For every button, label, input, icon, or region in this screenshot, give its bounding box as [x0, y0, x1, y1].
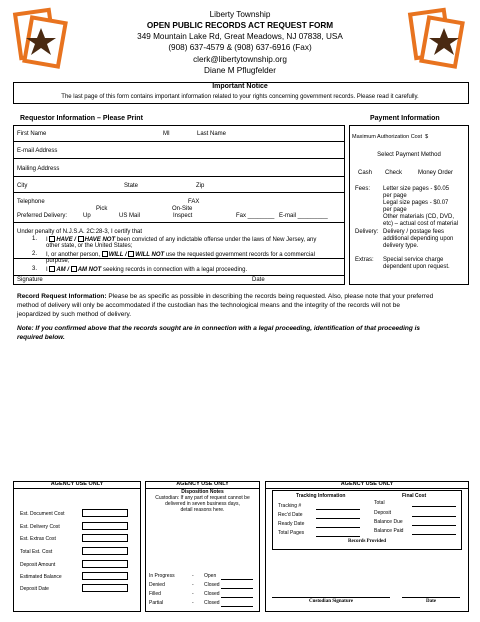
- total-est-cost-label: Total Est. Cost: [20, 549, 53, 555]
- deposit-date-field[interactable]: [82, 584, 128, 592]
- deposit-date-label: Deposit Date: [20, 586, 49, 592]
- final-total-label: Total: [374, 500, 385, 506]
- cert-3: I AM / AM NOT seeking records in connection with a legal proceeding.: [46, 267, 248, 273]
- disposition-line: detail reasons here.: [180, 507, 225, 513]
- agency-header-line: [265, 488, 469, 489]
- status-denied[interactable]: Denied: [149, 582, 165, 588]
- org-name: Liberty Township: [209, 10, 271, 19]
- requestor-outer-box: [13, 125, 345, 285]
- est-document-cost-label: Est. Document Cost: [20, 511, 65, 517]
- city-label[interactable]: City: [17, 183, 28, 189]
- custodian-date-label: Date: [426, 599, 436, 604]
- est-delivery-cost-field[interactable]: [82, 522, 128, 530]
- cert-2-number: 2.: [32, 251, 38, 257]
- agency-heading-2: AGENCY USE ONLY: [176, 481, 229, 487]
- record-request-line: jeopardized by such method of delivery.: [17, 311, 132, 318]
- email: clerk@libertytownship.org: [193, 55, 287, 64]
- received-date-label: Rec'd Date: [278, 512, 303, 518]
- tracking-number-field[interactable]: [316, 509, 360, 510]
- custodian-signature-line[interactable]: [272, 597, 390, 598]
- ready-date-label: Ready Date: [278, 521, 305, 527]
- status-open[interactable]: Open: [204, 573, 217, 579]
- cert-1-line2: other state, or the United States;: [46, 243, 133, 249]
- payment-money-order[interactable]: Money Order: [418, 170, 454, 176]
- extras-line: dependent upon request.: [383, 264, 450, 270]
- delivery-line: additional depending upon: [383, 236, 454, 242]
- address: 349 Mountain Lake Rd, Great Meadows, NJ 07838, USA: [137, 32, 343, 41]
- disposition-notes-area[interactable]: [148, 515, 257, 569]
- status-dash: -: [192, 573, 194, 579]
- status-closed[interactable]: Closed: [204, 591, 220, 597]
- onsite-label: On-Site: [172, 206, 193, 212]
- fees-label: Fees:: [355, 186, 371, 192]
- fax-label[interactable]: FAX: [188, 199, 200, 205]
- est-delivery-cost-label: Est. Delivery Cost: [20, 524, 60, 530]
- fees-line: per page: [383, 207, 407, 213]
- fees-line: Letter size pages - $0.05: [383, 186, 450, 192]
- est-extras-cost-label: Est. Extras Cost: [20, 536, 56, 542]
- mailing-label[interactable]: Mailing Address: [17, 166, 60, 172]
- final-total-field[interactable]: [412, 506, 456, 507]
- records-provided-label: Records Provided: [347, 539, 387, 544]
- custodian-date-line[interactable]: [402, 597, 460, 598]
- phone: (908) 637-4579 & (908) 637-6916 (Fax): [168, 43, 312, 52]
- fees-line: Other materials (CD, DVD,: [383, 214, 455, 220]
- cert-3-number: 3.: [32, 266, 38, 272]
- telephone-label[interactable]: Telephone: [17, 199, 45, 205]
- delivery-line: delivery type.: [383, 243, 419, 249]
- fees-line: etc) – actual cost of material: [383, 221, 459, 227]
- preferred-delivery-label: Preferred Delivery:: [17, 213, 68, 219]
- status-filled[interactable]: Filled: [149, 591, 161, 597]
- disposition-title: Disposition Notes: [181, 489, 224, 495]
- record-request-line: method of delivery will only be accommodated if the custodian has the technological means and the integrity of the records will not be: [17, 302, 400, 309]
- disposition-line: delivered in seven business days,: [165, 501, 240, 507]
- agency-heading-1: AGENCY USE ONLY: [50, 481, 104, 487]
- deposit-amount-label: Deposit Amount: [20, 562, 56, 568]
- date-label[interactable]: Date: [252, 277, 265, 283]
- note-line: required below.: [17, 334, 65, 341]
- mi-label[interactable]: MI: [163, 131, 170, 137]
- est-document-cost-field[interactable]: [82, 509, 128, 517]
- fees-line: Legal size pages - $0.07: [383, 200, 449, 206]
- payment-cash[interactable]: Cash: [358, 170, 373, 176]
- final-balance-due-label: Balance Due: [374, 519, 403, 525]
- final-deposit-field[interactable]: [412, 516, 456, 517]
- final-balance-paid-label: Balance Paid: [374, 528, 404, 534]
- last-name-label[interactable]: Last Name: [197, 131, 227, 137]
- custodian-signature-label: Custodian Signature: [309, 599, 353, 604]
- delivery-line: Delivery / postage fees: [383, 229, 445, 235]
- status-closed[interactable]: Closed: [204, 600, 220, 606]
- estimated-balance-field[interactable]: [82, 572, 128, 580]
- delivery-label: Delivery:: [355, 229, 379, 235]
- final-cost-title: Final Cost: [402, 493, 427, 499]
- cert-1-number: 1.: [32, 236, 38, 242]
- status-partial[interactable]: Partial: [149, 600, 164, 606]
- notice-text: The last page of this form contains important information related to your rights concerning government records. Please read it carefully.: [61, 94, 419, 100]
- delivery-option-fax[interactable]: Fax ________: [236, 213, 275, 219]
- notice-title: Important Notice: [212, 83, 268, 90]
- delivery-option-pickup[interactable]: Up: [83, 213, 91, 219]
- form-title: OPEN PUBLIC RECORDS ACT REQUEST FORM: [146, 21, 334, 30]
- estimated-balance-label: Estimated Balance: [20, 574, 62, 580]
- records-provided-area[interactable]: [272, 552, 462, 594]
- status-dash: -: [192, 600, 194, 606]
- final-balance-due-field[interactable]: [412, 525, 456, 526]
- status-closed[interactable]: Closed: [204, 582, 220, 588]
- clerk-name: Diane M Pflugfelder: [204, 66, 276, 75]
- payment-check[interactable]: Check: [385, 170, 403, 176]
- agency-heading-3: AGENCY USE ONLY: [340, 481, 394, 487]
- disposition-line: Custodian: If any part of request cannot be: [155, 495, 250, 501]
- email-label[interactable]: E-mail Address: [17, 148, 58, 154]
- ready-date-field[interactable]: [316, 527, 360, 528]
- fees-line: per page: [383, 193, 407, 199]
- tracking-title: Tracking Information: [296, 493, 346, 499]
- delivery-option-usmail[interactable]: US Mail: [119, 213, 141, 219]
- state-label[interactable]: State: [124, 183, 139, 189]
- agency-header-line: [13, 488, 141, 489]
- cert-1: I HAVE / HAVE NOT been convicted of any indictable offense under the laws of New Jersey, any: [46, 237, 317, 243]
- requestor-heading: Requestor Information – Please Print: [20, 115, 143, 122]
- extras-label: Extras:: [355, 257, 374, 263]
- pick-label: Pick: [96, 206, 108, 212]
- penalty-text: Under penalty of N.J.S.A. 2C:28-3, I certify that: [17, 229, 143, 235]
- total-est-cost-field[interactable]: [82, 547, 128, 555]
- zip-label[interactable]: Zip: [196, 183, 205, 189]
- tracking-number-label: Tracking #: [278, 503, 302, 509]
- deposit-amount-field[interactable]: [82, 560, 128, 568]
- final-deposit-label: Deposit: [374, 510, 391, 516]
- select-payment-label: Select Payment Method: [377, 152, 441, 158]
- extras-line: Special service charge: [383, 257, 444, 263]
- status-in-progress[interactable]: In Progress: [149, 573, 175, 579]
- received-date-field[interactable]: [316, 518, 360, 519]
- payment-heading: Payment Information: [370, 115, 440, 122]
- status-line: [221, 579, 253, 580]
- note-line: Note: If you confirmed above that the records sought are in connection with a legal proceeding, identification of that proceeding is: [17, 325, 421, 332]
- delivery-option-email[interactable]: E-mail _________: [279, 213, 328, 219]
- total-pages-field[interactable]: [316, 536, 360, 537]
- est-extras-cost-field[interactable]: [82, 534, 128, 542]
- cert-2: I, or another person, WILL / WILL NOT use the requested government records for a commercial: [46, 252, 315, 258]
- first-name-label[interactable]: First Name: [17, 131, 47, 137]
- status-dash: -: [192, 591, 194, 597]
- record-request-textarea[interactable]: [17, 345, 465, 475]
- status-dash: -: [192, 582, 194, 588]
- status-line: [221, 588, 253, 589]
- signature-label[interactable]: Signature: [17, 277, 43, 283]
- total-pages-label: Total Pages: [278, 530, 305, 536]
- delivery-option-inspect[interactable]: Inspect: [173, 213, 193, 219]
- status-line: [221, 606, 253, 607]
- final-balance-paid-field[interactable]: [412, 534, 456, 535]
- max-auth-label[interactable]: Maximum Authorization Cost $: [352, 134, 429, 140]
- status-line: [221, 597, 253, 598]
- cert-2-line2: purpose;: [46, 258, 70, 264]
- record-request-line: Record Request Information: Please be as specific as possible in describing the records being requested. Also, please note that your preferred: [17, 293, 434, 300]
